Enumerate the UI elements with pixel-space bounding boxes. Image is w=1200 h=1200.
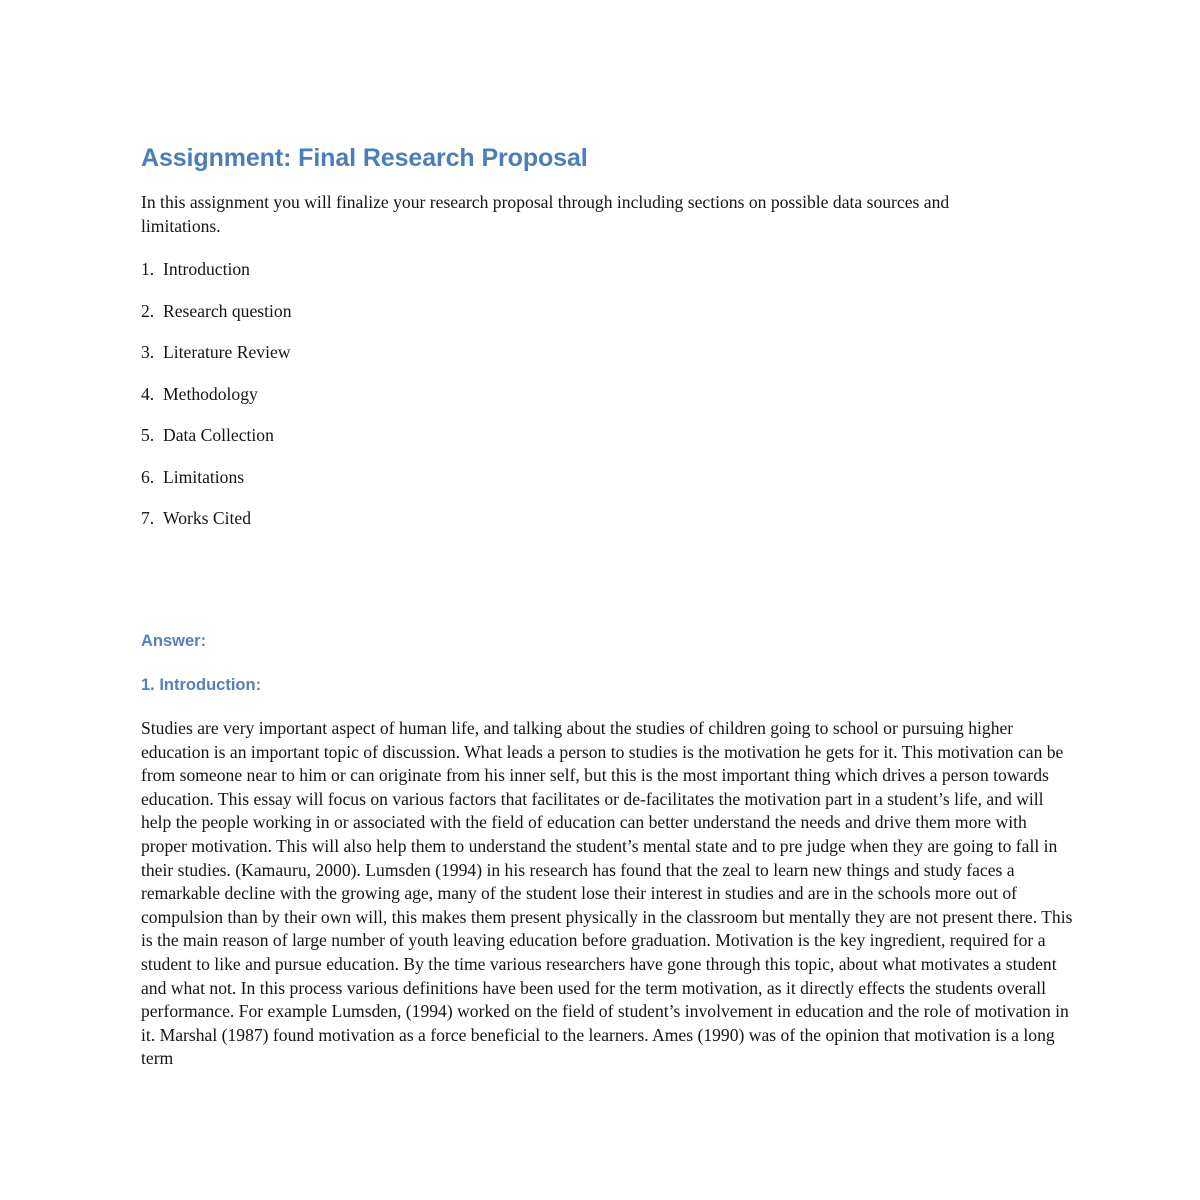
list-item	[141, 507, 1073, 530]
list-item-number: 7.	[141, 508, 155, 528]
answer-heading: Answer:	[141, 632, 207, 650]
list-item	[141, 424, 1073, 447]
list-item	[141, 341, 1073, 364]
list-item-label: Limitations	[163, 466, 245, 487]
list-item-number: 6.	[141, 466, 155, 487]
list-item-label: Research question	[163, 300, 292, 321]
list-item-label: Data Collection	[163, 425, 274, 445]
document-content	[141, 143, 1073, 1071]
list-item-label: Introduction	[163, 259, 250, 279]
list-item-label: Methodology	[163, 383, 258, 404]
list-item	[141, 466, 1073, 489]
introduction-section-heading: 1. Introduction:	[141, 676, 262, 694]
list-item-number: 1.	[141, 259, 155, 279]
list-item	[141, 300, 1073, 323]
list-item-label: Works Cited	[163, 508, 252, 528]
list-item-number: 4.	[141, 383, 155, 404]
introduction-body-paragraph: Studies are very important aspect of human life, and talking about the studies of children going to school or pursuing higher education is an important topic of discussion. What leads a person to studies is the motivation he gets for it. This motivation can be from someone near to him or can originate from his inner self, but this is the most important thing which drives a person towards education. This essay will focus on various factors that facilitates or de-facilitates the motivation part in a student’s life, and will help the people working in or associated with the field of education can better understand the needs and drive them more with proper motivation. This will also help them to understand the student’s mental state and to pre judge when they are going to fall in their studies. (Kamauru, 2000). Lumsden (1994) in his research has found that the zeal to learn new things and study faces a remarkable decline with the growing age, many of the student lose their interest in studies and are in the schools more out of compulsion than by their own will, this makes them present physically in the classroom but mentally they are not present there. This is the main reason of large number of youth leaving education before graduation. Motivation is the key ingredient, required for a student to like and pursue education. By the time various researchers have gone through this topic, about what motivates a student and what not. In this process various definitions have been used for the term motivation, as it directly effects the students overall performance. For example Lumsden, (1994) worked on the field of student’s involvement in education and the role of motivation in it. Marshal (1987) found motivation as a force beneficial to the learners. Ames (1990) was of the opinion that motivation is a long term	[141, 718, 1073, 1069]
list-item-number: 3.	[141, 342, 155, 362]
list-item-number: 2.	[141, 300, 155, 321]
assignment-outline-list	[141, 258, 1073, 530]
list-item	[141, 383, 1073, 406]
section-spacer	[141, 530, 1073, 630]
list-item-label: Literature Review	[163, 342, 291, 362]
list-item-number: 5.	[141, 425, 155, 445]
list-item	[141, 258, 1073, 281]
page-title: Assignment: Final Research Proposal	[141, 144, 588, 172]
assignment-intro-paragraph: In this assignment you will finalize your research proposal through including sections on possible data sources and limitations.	[141, 192, 950, 236]
